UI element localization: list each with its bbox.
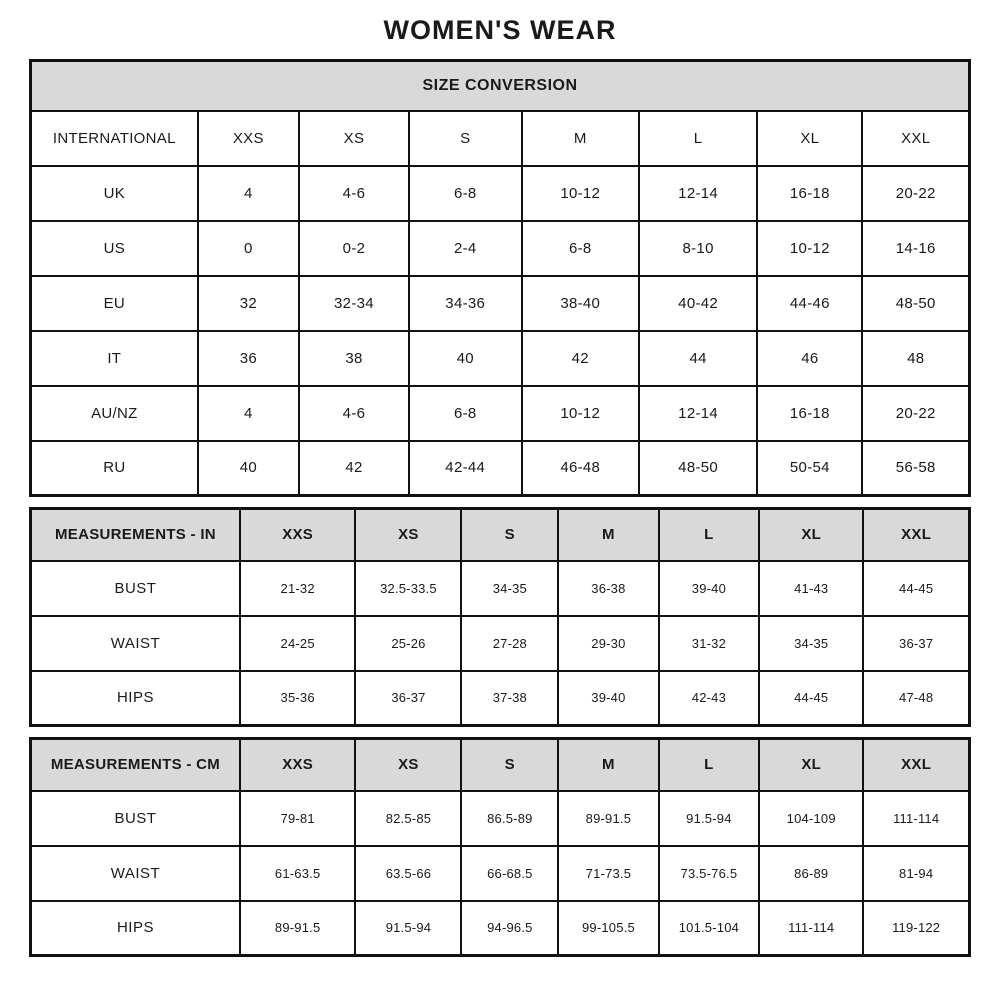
- measurements-in-table: [29, 507, 971, 727]
- measure-cell: 24-25: [240, 616, 355, 671]
- measure-cell: 39-40: [659, 561, 759, 616]
- col-header-xxs: XXS: [240, 509, 355, 561]
- measure-cell: 25-26: [355, 616, 461, 671]
- measure-cell: 34-35: [759, 616, 863, 671]
- measure-cell: 79-81: [240, 791, 355, 846]
- measure-cell: 82.5-85: [355, 791, 461, 846]
- measure-cell: 111-114: [759, 901, 863, 956]
- measure-cell: 104-109: [759, 791, 863, 846]
- measure-cell: 86-89: [759, 846, 863, 901]
- measure-cell: 36-38: [558, 561, 658, 616]
- col-header-m: M: [558, 739, 658, 791]
- measurements-cm-table: [29, 737, 971, 957]
- row-label: BUST: [31, 791, 240, 846]
- measure-cell: 89-91.5: [558, 791, 658, 846]
- col-header-l: L: [659, 509, 759, 561]
- measure-cell: 61-63.5: [240, 846, 355, 901]
- col-header-xxl: XXL: [863, 509, 969, 561]
- row-label: AU/NZ: [31, 386, 198, 441]
- size-cell: 32: [198, 276, 299, 331]
- measure-cell: 32.5-33.5: [355, 561, 461, 616]
- row-waist-in: [31, 616, 970, 671]
- row-label: BUST: [31, 561, 240, 616]
- size-cell: 48-50: [862, 276, 969, 331]
- row-label: UK: [31, 166, 198, 221]
- size-cell: 42: [522, 331, 639, 386]
- measure-cell: 101.5-104: [659, 901, 759, 956]
- col-header-xs: XS: [299, 111, 409, 166]
- size-cell: 8-10: [639, 221, 757, 276]
- measure-cell: 44-45: [863, 561, 969, 616]
- row-label: US: [31, 221, 198, 276]
- measure-cell: 47-48: [863, 671, 969, 726]
- col-header-international: INTERNATIONAL: [31, 111, 198, 166]
- col-header-xxs: XXS: [240, 739, 355, 791]
- measure-cell: 91.5-94: [659, 791, 759, 846]
- size-cell: 50-54: [757, 441, 862, 496]
- row-label: WAIST: [31, 616, 240, 671]
- size-cell: 38-40: [522, 276, 639, 331]
- size-cell: 4-6: [299, 166, 409, 221]
- measure-cell: 39-40: [558, 671, 658, 726]
- row-label: RU: [31, 441, 198, 496]
- measure-cell: 21-32: [240, 561, 355, 616]
- row-it: [31, 331, 970, 386]
- size-cell: 40: [198, 441, 299, 496]
- col-header-l: L: [639, 111, 757, 166]
- col-header-s: S: [461, 739, 558, 791]
- measure-cell: 34-35: [461, 561, 558, 616]
- page-title: WOMEN'S WEAR: [383, 15, 617, 45]
- international-header-row: [31, 111, 970, 166]
- row-hips-cm: [31, 901, 970, 956]
- measure-cell: 35-36: [240, 671, 355, 726]
- size-cell: 56-58: [862, 441, 969, 496]
- row-bust-in: [31, 561, 970, 616]
- size-cell: 12-14: [639, 166, 757, 221]
- measure-cell: 111-114: [863, 791, 969, 846]
- size-cell: 20-22: [862, 166, 969, 221]
- measure-cell: 81-94: [863, 846, 969, 901]
- measure-cell: 119-122: [863, 901, 969, 956]
- col-header-xl: XL: [759, 509, 863, 561]
- size-cell: 38: [299, 331, 409, 386]
- measure-cell: 37-38: [461, 671, 558, 726]
- measurements-in-header: MEASUREMENTS - IN: [31, 509, 240, 561]
- size-cell: 42-44: [409, 441, 522, 496]
- measure-cell: 71-73.5: [558, 846, 658, 901]
- size-cell: 40-42: [639, 276, 757, 331]
- measure-cell: 27-28: [461, 616, 558, 671]
- measure-cell: 44-45: [759, 671, 863, 726]
- size-conversion-header-row: [31, 61, 970, 111]
- size-cell: 14-16: [862, 221, 969, 276]
- size-cell: 48-50: [639, 441, 757, 496]
- size-cell: 36: [198, 331, 299, 386]
- measure-cell: 36-37: [863, 616, 969, 671]
- measure-cell: 86.5-89: [461, 791, 558, 846]
- measure-cell: 63.5-66: [355, 846, 461, 901]
- size-cell: 20-22: [862, 386, 969, 441]
- measure-cell: 31-32: [659, 616, 759, 671]
- row-label: EU: [31, 276, 198, 331]
- col-header-xs: XS: [355, 509, 461, 561]
- size-cell: 16-18: [757, 386, 862, 441]
- col-header-l: L: [659, 739, 759, 791]
- measure-cell: 89-91.5: [240, 901, 355, 956]
- col-header-xl: XL: [757, 111, 862, 166]
- col-header-m: M: [522, 111, 639, 166]
- col-header-xl: XL: [759, 739, 863, 791]
- size-cell: 2-4: [409, 221, 522, 276]
- measure-cell: 94-96.5: [461, 901, 558, 956]
- row-ru: [31, 441, 970, 496]
- measurements-in-header-row: [31, 509, 970, 561]
- row-label: HIPS: [31, 901, 240, 956]
- size-cell: 0-2: [299, 221, 409, 276]
- size-cell: 12-14: [639, 386, 757, 441]
- size-cell: 4: [198, 166, 299, 221]
- size-cell: 0: [198, 221, 299, 276]
- col-header-s: S: [409, 111, 522, 166]
- size-cell: 46-48: [522, 441, 639, 496]
- col-header-xxl: XXL: [863, 739, 969, 791]
- size-cell: 10-12: [757, 221, 862, 276]
- size-cell: 16-18: [757, 166, 862, 221]
- size-cell: 4-6: [299, 386, 409, 441]
- size-cell: 4: [198, 386, 299, 441]
- measure-cell: 29-30: [558, 616, 658, 671]
- size-cell: 40: [409, 331, 522, 386]
- row-aunz: [31, 386, 970, 441]
- row-label: IT: [31, 331, 198, 386]
- col-header-xxs: XXS: [198, 111, 299, 166]
- size-cell: 34-36: [409, 276, 522, 331]
- size-conversion-table: [29, 59, 971, 497]
- col-header-m: M: [558, 509, 658, 561]
- measure-cell: 73.5-76.5: [659, 846, 759, 901]
- measurements-cm-header: MEASUREMENTS - CM: [31, 739, 240, 791]
- row-label: WAIST: [31, 846, 240, 901]
- col-header-xxl: XXL: [862, 111, 969, 166]
- col-header-xs: XS: [355, 739, 461, 791]
- row-label: HIPS: [31, 671, 240, 726]
- size-cell: 44-46: [757, 276, 862, 331]
- measure-cell: 66-68.5: [461, 846, 558, 901]
- size-cell: 32-34: [299, 276, 409, 331]
- size-cell: 44: [639, 331, 757, 386]
- measure-cell: 99-105.5: [558, 901, 658, 956]
- size-cell: 6-8: [522, 221, 639, 276]
- row-waist-cm: [31, 846, 970, 901]
- row-hips-in: [31, 671, 970, 726]
- size-cell: 42: [299, 441, 409, 496]
- size-cell: 6-8: [409, 386, 522, 441]
- measure-cell: 91.5-94: [355, 901, 461, 956]
- row-eu: [31, 276, 970, 331]
- row-us: [31, 221, 970, 276]
- measure-cell: 42-43: [659, 671, 759, 726]
- size-cell: 10-12: [522, 166, 639, 221]
- row-bust-cm: [31, 791, 970, 846]
- size-cell: 6-8: [409, 166, 522, 221]
- size-cell: 46: [757, 331, 862, 386]
- col-header-s: S: [461, 509, 558, 561]
- size-cell: 48: [862, 331, 969, 386]
- size-conversion-header: SIZE CONVERSION: [31, 61, 970, 111]
- measure-cell: 36-37: [355, 671, 461, 726]
- measurements-cm-header-row: [31, 739, 970, 791]
- size-cell: 10-12: [522, 386, 639, 441]
- row-uk: [31, 166, 970, 221]
- measure-cell: 41-43: [759, 561, 863, 616]
